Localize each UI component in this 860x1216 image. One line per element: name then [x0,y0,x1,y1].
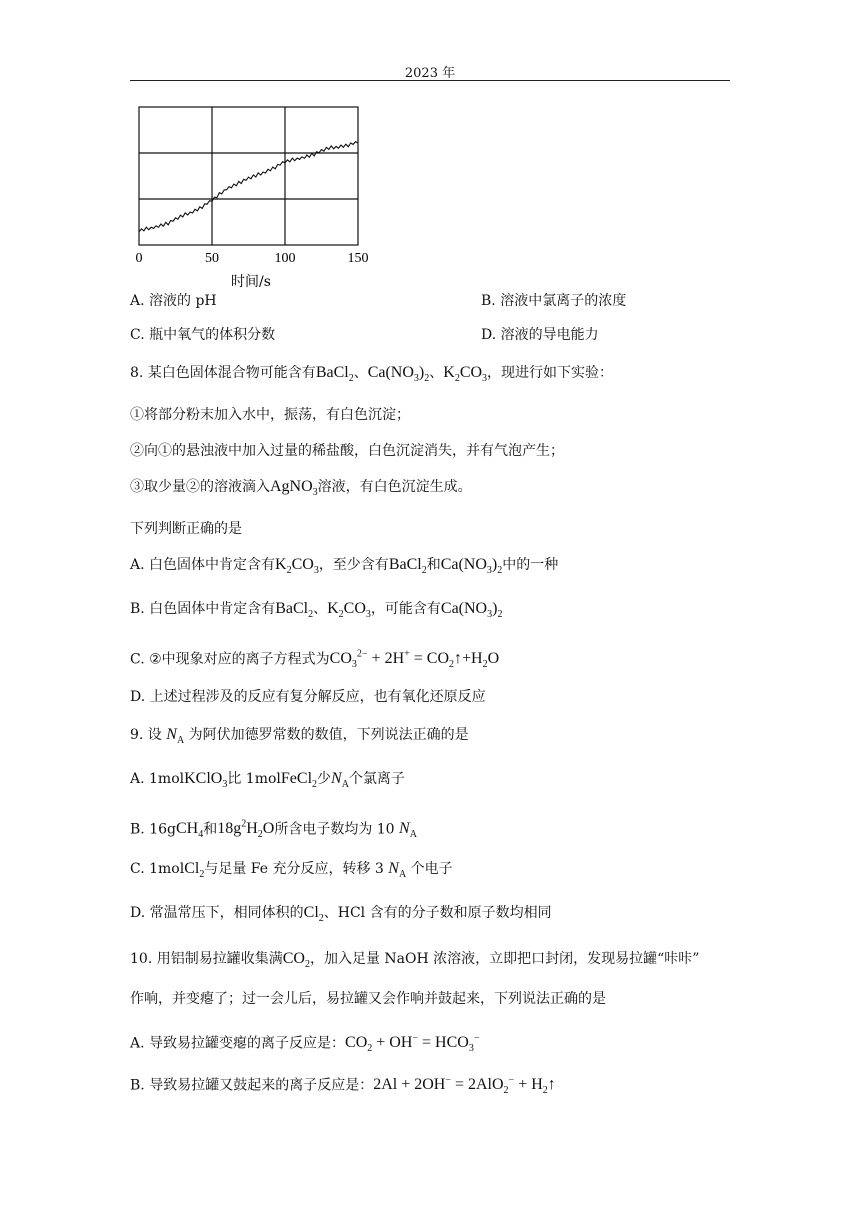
q8-step-1: ①将部分粉末加入水中，振荡，有白色沉淀； [130,407,410,423]
q9-option-b [130,815,417,846]
q9-a-post1: 少 [317,771,332,787]
symbol-na: $N_A$ [399,820,417,841]
q10-option-b [130,1071,556,1102]
q8-a-post: 中的一种 [502,557,559,573]
x-axis-label: 时间/s [231,274,271,290]
formula-ca-no3-2: $Ca(NO_3)_2$ [440,600,503,621]
symbol-na: $N_A$ [388,860,407,881]
q9-a-mid: 比 1mol [227,771,281,787]
q9-stem-pre: 9. 设 [130,727,162,743]
formula-k2co3: $K_2CO_3$ [275,556,319,577]
x-tick-label: 100 [274,251,296,266]
q9-stem-post: 为阿伏加德罗常数的数值，下列说法正确的是 [188,727,469,743]
q10-b-pre: B. 导致易拉罐又鼓起来的离子反应是： [130,1077,374,1094]
formula-co2: $CO_2$ [282,950,310,971]
q8-stem-post: ，现进行如下实验： [487,365,614,381]
chart-grid [139,107,358,245]
formula-ca-no3-2: $Ca(NO_3)_2$ [367,364,430,385]
q8-question: 下列判断正确的是 [130,521,242,537]
q9-c-mid: 与足量 Fe 充分反应，转移 3 [204,861,384,877]
q8-step-2: ②向①的悬浊液中加入过量的稀盐酸，白色沉淀消失，并有气泡产生； [130,443,564,459]
q7-option-c: C. 瓶中氧气的体积分数 [130,327,276,343]
q8-step-3 [130,477,472,503]
ionic-equation: $2Al + 2OH^- = 2AlO_2^- + H_2↑$ [373,1075,556,1097]
q8-c-pre: C. ②中现象对应的离子方程式为 [130,651,330,668]
header-divider [130,80,730,81]
q8-step-3-post: 溶液，有白色沉淀生成。 [317,479,472,495]
formula-fecl2: FeCl$_2$ [280,770,318,791]
q8-step-3-pre: ③取少量②的溶液滴入 [130,479,270,495]
q9-b-pre: B. 16g [130,821,176,838]
formula-ch4: $CH_4$ [175,820,204,841]
q10-stem [130,949,699,975]
q9-stem [130,725,469,751]
q9-option-c [130,859,453,885]
formula-ca-no3-2: $Ca(NO_3)_2$ [440,556,503,577]
page-header: 2023 年 [404,66,456,81]
symbol-na: $N_A$ [331,770,349,791]
formula-k2co3: $K_2CO_3$ [443,364,488,385]
q8-stem-pre: 8. 某白色固体混合物可能含有 [130,365,316,381]
q9-d-post: 、HCl 含有的分子数和原子数均相同 [323,905,552,921]
q7-option-a: A. 溶液的 pH [130,293,217,309]
formula-d2o: $18g^2H_2O$ [217,819,275,841]
symbol-na: $N_A$ [166,726,185,747]
line-chart [128,100,378,290]
ionic-equation: $CO_3^{2-} + 2H^+$ = $CO_2↑+H_2O$ [329,649,500,671]
plot-frame [139,107,358,245]
q10-stem-line2: 作响，并变瘪了；过一会儿后，易拉罐又会作响并鼓起来，下列说法正确的是 [130,991,606,1007]
q9-a-pre: A. 1mol [130,771,185,787]
q8-a-mid: ，至少含有 [318,557,389,573]
q8-option-b: B. 白色固体中肯定含有BaCl$_2$、$K_2CO_3$，可能含有$Ca(NO_3)_2$ [130,600,503,621]
q10-stem-post: ，加入足量 NaOH 浓溶液，立即把口封闭，发现易拉罐“咔咔” [309,951,700,967]
formula-bacl2: BaCl$_2$ [315,364,354,385]
series-line [139,142,358,232]
formula-bacl2: BaCl$_2$ [388,556,427,577]
formula-bacl2: BaCl$_2$ [275,600,314,621]
q9-b-post: 所含电子数均为 10 [274,821,395,838]
q8-option-d: D. 上述过程涉及的反应有复分解反应，也有氧化还原反应 [130,689,486,705]
formula-agno3: AgNO$_3$ [270,478,318,499]
q7-option-b: B. 溶液中氯离子的浓度 [481,293,627,309]
q10-a-pre: A. 导致易拉罐变瘪的离子反应是： [130,1035,346,1052]
x-tick-label: 150 [347,251,369,266]
formula-kclo3: KClO$_3$ [184,770,228,791]
q9-option-d [130,903,552,929]
q8-a-and: 和 [426,557,441,573]
q10-stem-pre: 10. 用铝制易拉罐收集满 [130,951,283,967]
q9-a-post2: 个氯离子 [348,771,405,787]
q8-stem: 8. 某白色固体混合物可能含有BaCl$_2$、$Ca(NO_3)_2$、$K_2CO_3$，现进行如下实验： [130,364,614,385]
q9-option-a [130,769,405,795]
q9-c-post: 个电子 [410,861,453,877]
q8-a-pre: A. 白色固体中肯定含有 [130,557,276,573]
ionic-equation: $CO_2 + OH^- = HCO_3^-$ [345,1033,480,1055]
q8-option-c [130,645,499,676]
x-tick-label: 0 [135,251,143,266]
q8-option-a [130,555,558,581]
formula-cl2: $Cl_2$ [303,904,324,925]
q7-option-d: D. 溶液的导电能力 [481,327,599,343]
x-tick-label: 50 [205,251,219,266]
q9-d-pre: D. 常温常压下，相同体积的 [130,905,304,921]
formula-cl2: $Cl_2$ [184,860,205,881]
q10-option-a [130,1029,479,1060]
q9-c-pre: C. 1mol [130,861,185,877]
q8-b-pre: B. 白色固体中肯定含有 [130,601,276,617]
q9-b-mid: 和 [203,821,218,838]
formula-k2co3: $K_2CO_3$ [327,600,371,621]
q8-b-mid: ，可能含有 [370,601,441,617]
